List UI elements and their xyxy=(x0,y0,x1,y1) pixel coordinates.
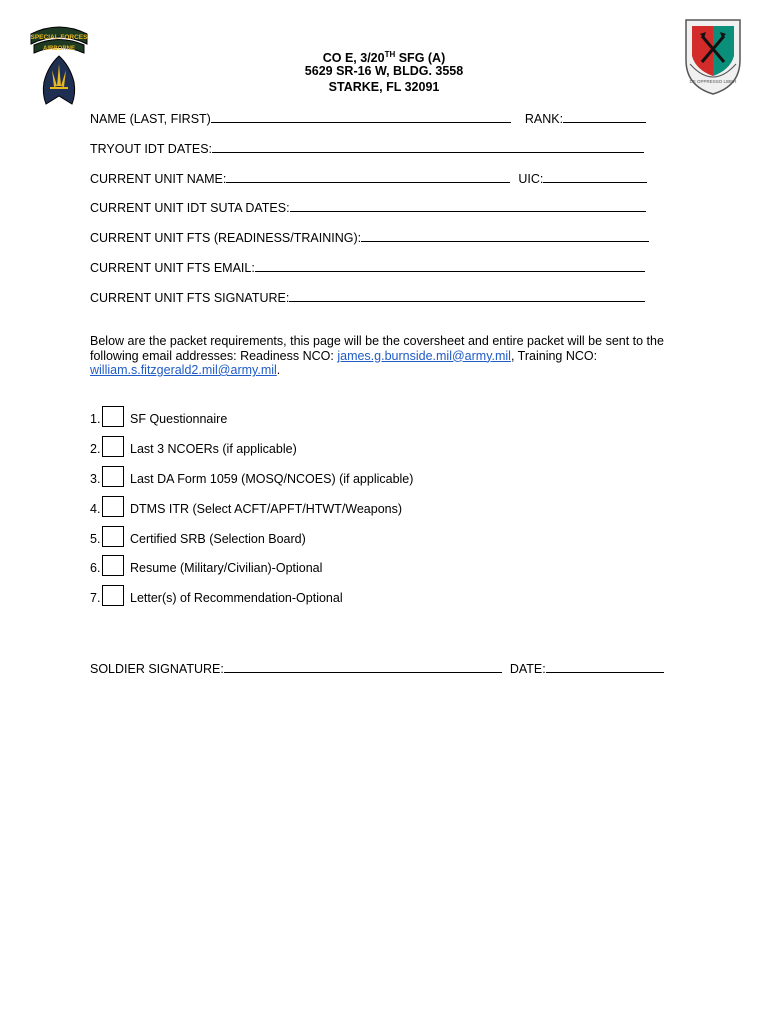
checklist-checkbox[interactable] xyxy=(102,496,124,517)
checklist-checkbox[interactable] xyxy=(102,436,124,457)
fts-field-row xyxy=(90,229,649,246)
checklist-label: Resume (Military/Civilian)-Optional xyxy=(130,561,323,575)
training-nco-email-link[interactable]: william.s.fitzgerald2.mil@army.mil xyxy=(90,363,277,377)
fts-email-label: CURRENT UNIT FTS EMAIL: xyxy=(90,261,255,275)
readiness-nco-email-link[interactable]: james.g.burnside.mil@army.mil xyxy=(337,348,511,363)
instructions-paragraph xyxy=(90,334,680,378)
checklist-number: 5. xyxy=(90,532,101,546)
checklist-number: 7. xyxy=(90,591,101,605)
badge-tab-top-text: SPECIAL FORCES xyxy=(30,34,88,41)
fts-email-input-line[interactable] xyxy=(255,259,645,272)
checklist-number: 3. xyxy=(90,472,101,486)
name-label: NAME (LAST, FIRST) xyxy=(90,112,211,126)
checklist-item xyxy=(90,436,297,457)
checklist-label: Last 3 NCOERs (if applicable) xyxy=(130,442,297,456)
soldier-signature-row xyxy=(90,660,664,677)
tryout-label: TRYOUT IDT DATES: xyxy=(90,142,213,156)
soldier-signature-input-line[interactable] xyxy=(224,660,502,673)
name-field-row xyxy=(90,110,646,127)
unit-name-input-line[interactable] xyxy=(226,170,510,183)
checklist-label: DTMS ITR (Select ACFT/APFT/HTWT/Weapons) xyxy=(130,502,403,516)
header-address-line: 5629 SR-16 W, BLDG. 3558 xyxy=(304,64,464,78)
instructions-text-3: . xyxy=(276,363,281,377)
checklist-label: Last DA Form 1059 (MOSQ/NCOES) (if applicable) xyxy=(130,472,414,486)
header-unit-post: SFG (A) xyxy=(395,51,446,66)
fts-signature-input-line[interactable] xyxy=(289,289,645,302)
checklist-number: 4. xyxy=(90,502,101,516)
rank-input-line[interactable] xyxy=(563,110,646,123)
checklist-number: 2. xyxy=(90,442,101,456)
checklist-checkbox[interactable] xyxy=(102,555,124,576)
tryout-input-line[interactable] xyxy=(212,140,644,153)
date-label: DATE: xyxy=(509,662,546,676)
checklist-item xyxy=(90,406,227,427)
header-unit-pre: CO E, 3/20 xyxy=(322,51,385,66)
name-input-line[interactable] xyxy=(211,110,511,123)
suta-label: CURRENT UNIT IDT SUTA DATES: xyxy=(90,201,290,215)
fts-email-field-row xyxy=(90,259,645,276)
checklist-item xyxy=(90,466,413,487)
fts-signature-label: CURRENT UNIT FTS SIGNATURE: xyxy=(90,291,290,305)
date-input-line[interactable] xyxy=(546,660,664,673)
checklist-item xyxy=(90,555,322,576)
checklist-item xyxy=(90,585,343,606)
badge-tab-bottom-text: AIRBORNE xyxy=(42,46,76,52)
crest-motto-text: DE OPPRESSO LIBER xyxy=(689,79,737,84)
fts-signature-field-row xyxy=(90,289,645,306)
uic-label: UIC: xyxy=(518,172,544,186)
unit-name-field-row xyxy=(90,170,647,187)
suta-field-row xyxy=(90,199,646,216)
instructions-text-1: Below are the packet requirements, this page will be the coversheet and entire packet will be sent to the following email addresses: Readiness NCO: xyxy=(90,334,664,363)
soldier-signature-label: SOLDIER SIGNATURE: xyxy=(90,662,224,676)
fts-input-line[interactable] xyxy=(361,229,649,242)
header-city-line: STARKE, FL 32091 xyxy=(328,80,440,94)
instructions-text-2: , Training NCO: xyxy=(510,348,598,363)
checklist-number: 1. xyxy=(90,412,101,426)
checklist-checkbox[interactable] xyxy=(102,466,124,487)
checklist-checkbox[interactable] xyxy=(102,585,124,606)
checklist-item xyxy=(90,526,306,547)
checklist-checkbox[interactable] xyxy=(102,526,124,547)
tryout-field-row xyxy=(90,140,644,157)
checklist-label: Letter(s) of Recommendation-Optional xyxy=(130,591,343,605)
uic-input-line[interactable] xyxy=(543,170,647,183)
checklist-item xyxy=(90,496,402,517)
checklist-number: 6. xyxy=(90,561,101,575)
suta-input-line[interactable] xyxy=(290,199,646,212)
fts-label: CURRENT UNIT FTS (READINESS/TRAINING): xyxy=(90,231,362,245)
checklist-label: Certified SRB (Selection Board) xyxy=(130,532,306,546)
rank-label: RANK: xyxy=(524,112,564,126)
checklist-label: SF Questionnaire xyxy=(130,412,228,426)
unit-name-label: CURRENT UNIT NAME: xyxy=(90,172,227,186)
checklist-checkbox[interactable] xyxy=(102,406,124,427)
header-unit-sup: TH xyxy=(384,50,396,59)
